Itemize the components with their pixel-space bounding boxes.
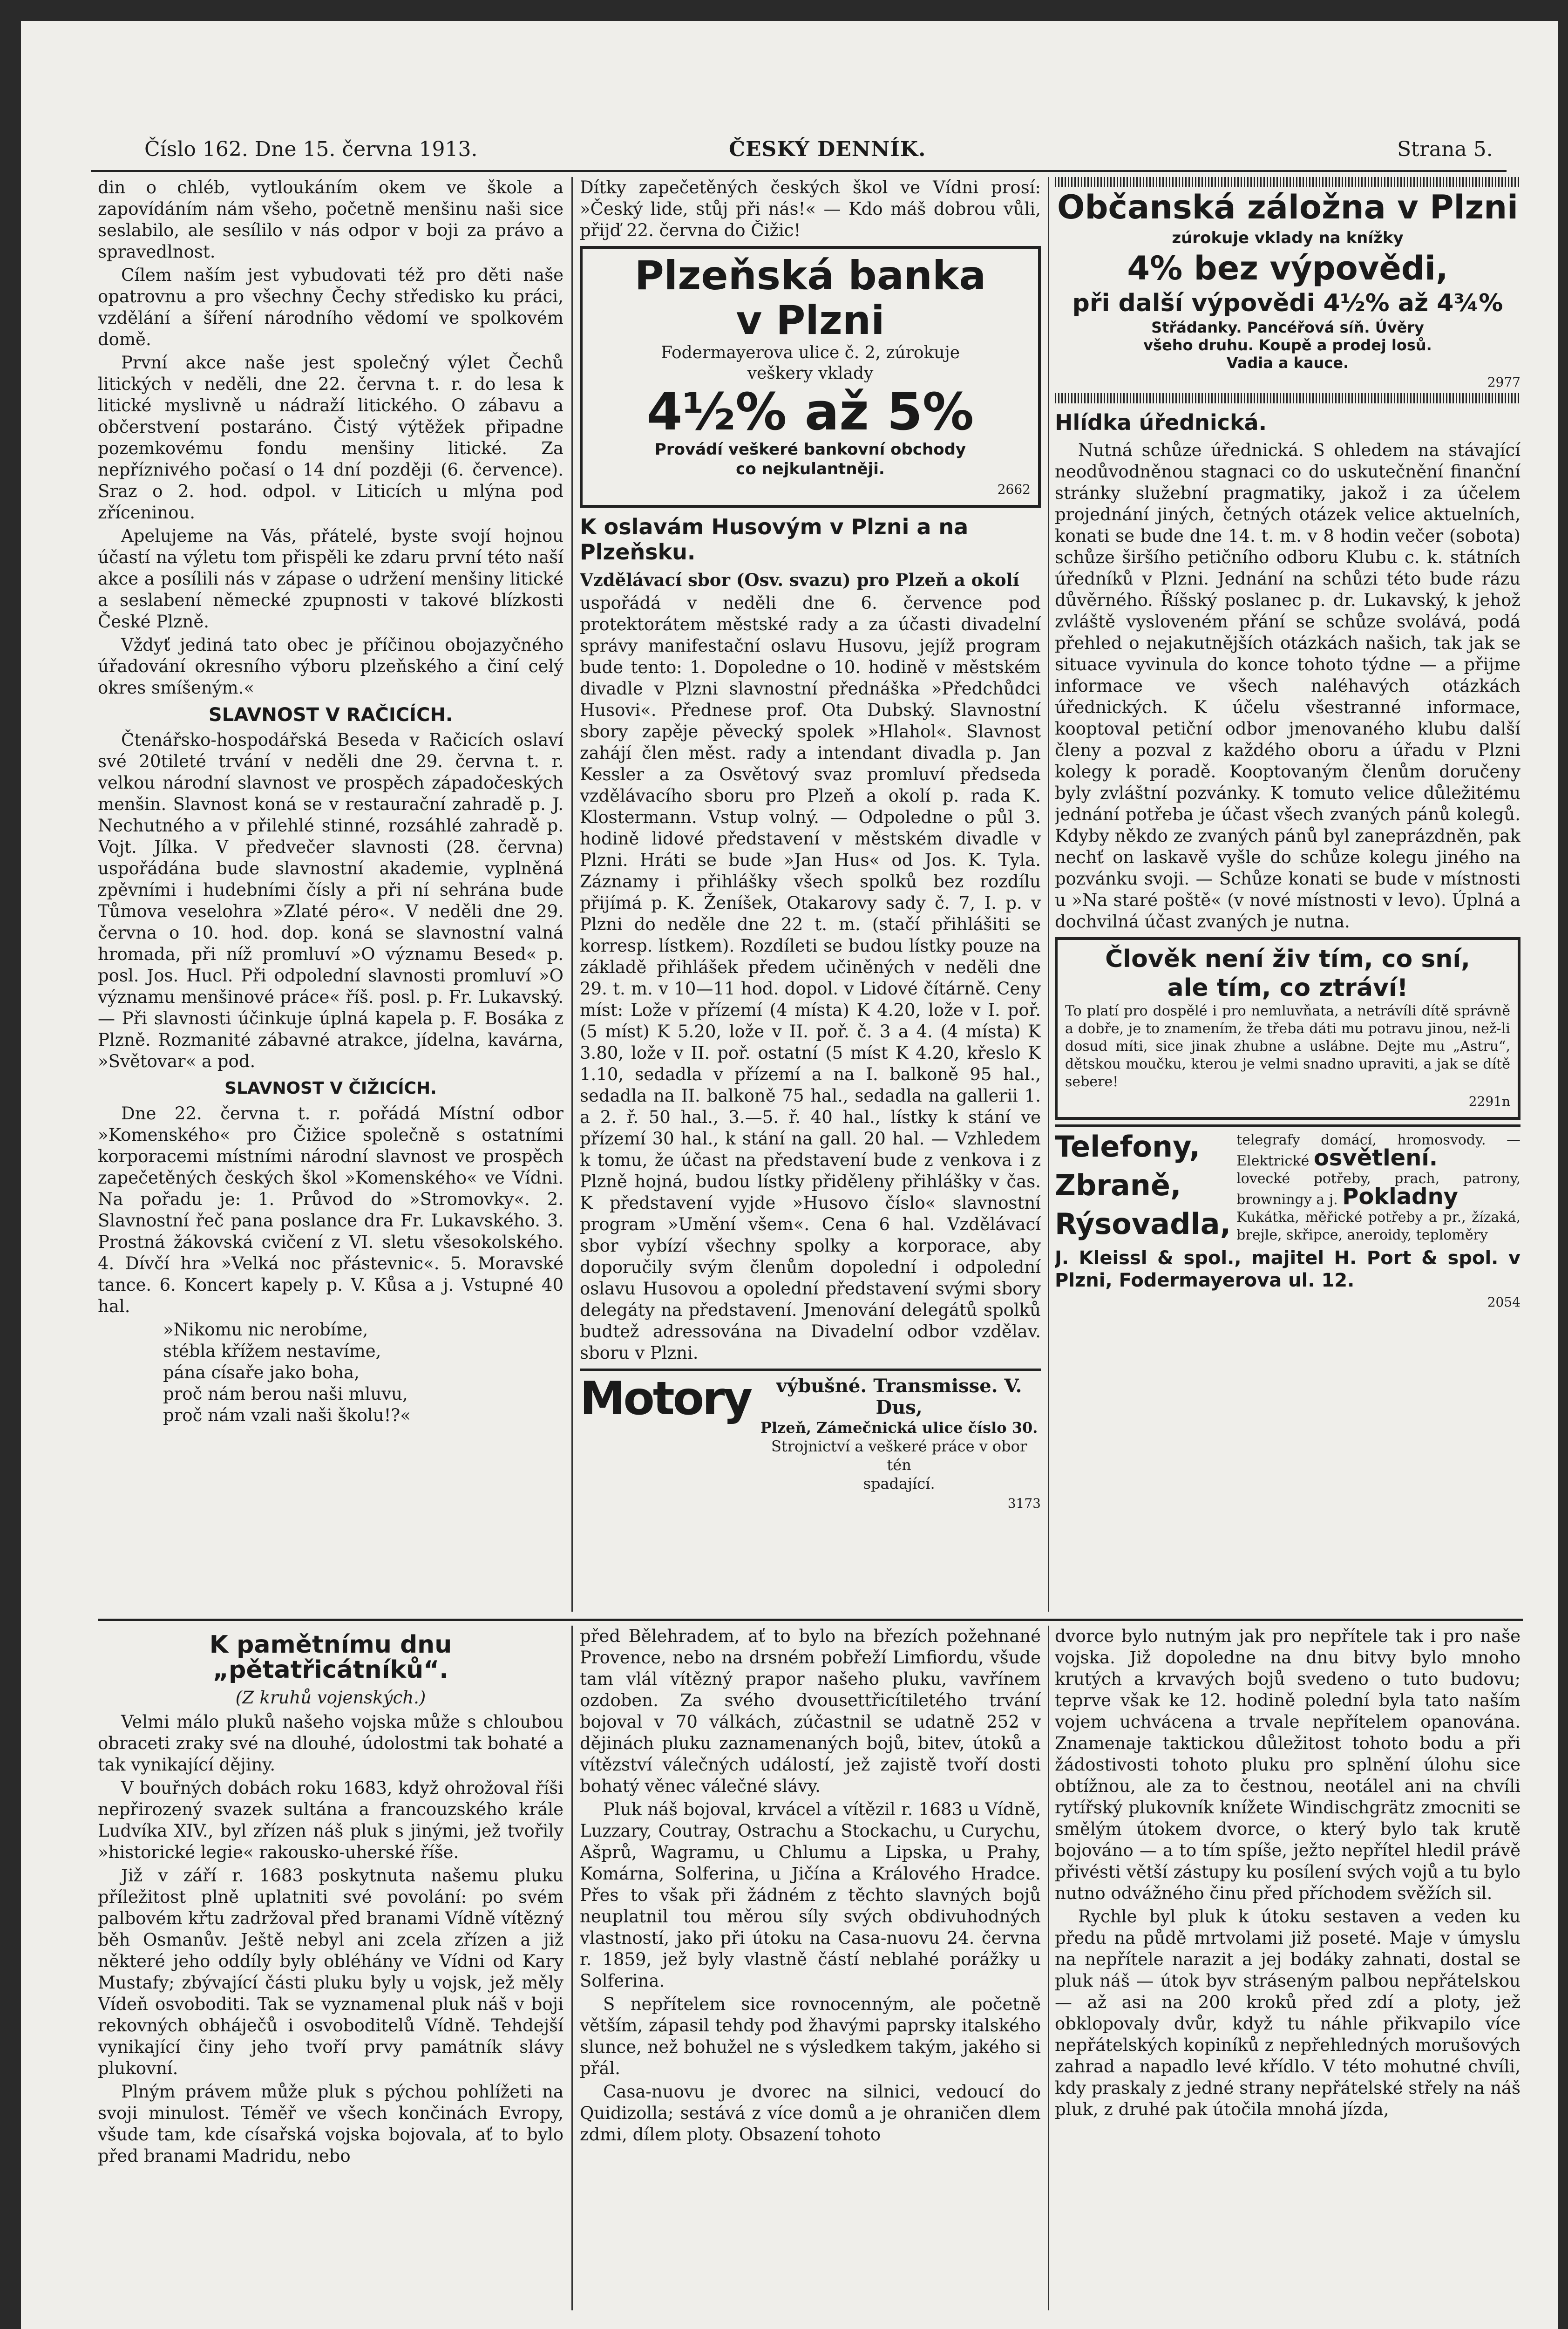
paragraph: uspořádá v neděli dne 6. července pod protektorátem městské rady a za účasti divadelní správy manifestační oslavu Husovu, jejíž program bude tento: 1. Dopoledne o 10. hodině v městském divadle v Plzni slavnostní přednáška »Předchůdci Husovi«. Přednese prof. Ota Dubský. Slavnostní sbory zapěje pěvecký spolek »Hlahol«. Slavnost zahájí člen měst. rady a intendant divadla p. Jan Kessler a za Osvětový svaz promluví předseda vzdělávacího sboru pro Plzeň a okolí p. rada K. Klostermann. Vstup volný. — Odpoledne o půl 3. hodině lidové představení v městském divadle v Plzni. Hráti se bude »Jan Hus« od Jos. K. Tyla. Záznamy i přihlášky všech spolků bez rozdílu přijímá p. K. Ženíšek, Otakarovy sady č. 7, I. p. v Plzni do neděle dne 22 t. m. (stačí přihlášiti se korresp. lístkem). Rozdíleti se budou lístky pouze na základě přihlášek předem učiněných v neděli dne 29. t. m. v 10—11 hod. dopol. v Lidové čítárně. Ceny míst: Lože v přízemí (4 místa) K 4.20, lože v I. poř. (5 míst) K 5.20, lože v II. poř. č. 3 a 4. (4 místa) K 3.80, lože v II. poř. ostatní (5 míst K 4.20, křeslo K 1.10, sedadla v přízemí a na I. balkoně 95 hal., sedadla na II. balkoně 75 hal., sedadla na gallerii 1. a 2. ř. 50 hal., 3.—5. ř. 40 hal., lístky k stání ve přízemí 30 hal., k stání na gall. 20 hal. — Vzhledem k tomu, že účast na představení bude z venkova i z Plzně hojná, budou lístky přiděleny přihlášky v čas. K představení vyjde »Husovo číslo« slavnostní program »Umění všem«. Cena 6 hal. Vzdělávací sbor vybízí všechny spolky a korporace, aby doporučily svým členům dopolední i odpolední oslavu Husovou a opolední představení svými sbory delegáty na představení. Jmenování delegátů spolků budtež adressována na Divadelní odbor vzdělav. sboru v Plzni. (580, 593, 1041, 1363)
article-subtitle: (Z kruhů vojenských.) (235, 1688, 426, 1708)
ad-number: 2054 (1487, 1294, 1520, 1310)
masthead-title: ČESKÝ DENNÍK. (729, 137, 926, 161)
ad-number: 2662 (997, 482, 1031, 497)
divider (1055, 1124, 1520, 1127)
zalozna-services: Střádanky. Pancéřová síň. Úvěry (1151, 319, 1424, 336)
page-number: Strana 5. (1397, 137, 1493, 161)
motory-line: Strojnictví a veškeré práce v obor tén (771, 1437, 1027, 1474)
issue-number-date: Číslo 162. Dne 15. června 1913. (144, 137, 478, 161)
zalozna-services: Vadia a kauce. (1226, 354, 1349, 372)
ad-number: 2291n (1468, 1094, 1510, 1109)
paragraph-lead: Vzdělávací sbor (Osv. svazu) pro Plzeň a okolí (580, 570, 1019, 590)
zalozna-name: Občanská záložna v Plzni (1057, 188, 1519, 226)
paragraph: Dítky zapečetěných českých škol ve Vídni prosí: »Český lide, stůj při nás!« — Kdo máš dobrou vůli, přijď 22. června do Čižic! (580, 177, 1041, 240)
zalozna-line: zúrokuje vklady na knížky (1172, 229, 1404, 247)
section-heading-racice: SLAVNOST V RAČICÍCH. (208, 704, 453, 726)
advert-astra (1055, 937, 1520, 1120)
paragraph: Vždyť jediná tato obec je příčinou obojazyčného úřadování okresního výboru plzeňského a činí celý okres smíšeným.« (98, 635, 563, 698)
paragraph: Pluk náš bojoval, krvácel a vítězil r. 1683 u Vídně, Luzzary, Coutray, Ostrachu a Stockachu, u Curychu, Ašprů, Wagramu, u Chlumu a Lipska, u Prahy, Komárna, Solferina, u Jičína a Králového Hradce. Přes to však při žádném z těchto slavných bojů neuplatnil tou měrou síly svých obdivuhodných vlastností, jako při útoku na Casa-nuovu 24. června r. 1859, jež byly vlastně částí neblahé porážky u Solferina. (580, 1799, 1041, 1991)
bank-deposits: veškery vklady (747, 364, 874, 383)
paragraph: Plným právem může pluk s pýchou pohlížeti na svoji minulost. Téměř ve všech končinách Evropy, všude tam, kde císařská vojska bojovala, ať to bylo před branami Madridu, nebo (98, 2082, 563, 2166)
kleissl-word: Zbraně, (1055, 1168, 1181, 1202)
poem-line: proč nám berou naši mluvu, (163, 1384, 408, 1404)
divider (580, 1369, 1041, 1371)
kleissl-small: Kukátka, měřické potřeby a pr., žízaká, brejle, skřipce, aneroidy, teploměry (1236, 1209, 1520, 1243)
paragraph: dvorce bylo nutným jak pro nepřítele tak i pro naše vojska. Již dopoledne na dnu bitvy bylo mnoho krutých a krvavých bojů svedeno o tuto budovu; teprve však ke 12. hodině polední byla tato naším vojem uchvácena a trvale nepřítelem opanována. Znamenaje taktickou důležitost tohoto bodu a při žádostivosti tohoto pluku pro splnění úlohu sice obtížnou, ale za to čestnou, neotálel ani na chvíli rytířský plukovník knížete Windischgrätz zmocniti se smělým útokem dvorce, o který bylo tak krutě bojováno — a to tím spíše, ježto nepřítel hledil právě přivésti větší zástupy ku posílení svých vojů a tu bylo nutno odvážného činu před příchodem svěžích sil. (1055, 1626, 1520, 1903)
poem-line: pána císaře jako boha, (163, 1362, 360, 1382)
paragraph: Nutná schůze úřednická. S ohledem na stávající neodůvodněnou stagnaci co do uskutečnění finanční stránky služební pragmatiky, jakož i za účelem projednání jiných, četných otázek velice aktuelních, konati se bude dne 14. t. m. v 8 hodin večer (sobota) schůze širšího petičního odboru Klubu c. k. státních úředníků v Plzni. Jednání na schůzi této bude rázu důvěrného. Říšský poslanec p. dr. Lukavský, k jehož zvláště vysloveném přání se schůze svolává, podá přehled o nejakutnějších otázkách našich, tak jak se situace vyvinula do konce tohoto týdne — a přijme informace ve všech naléhavých otázkách úřednických. K účelu všestranné informace, kooptoval petiční odbor jmenovaného klubu další členy a pozval z každého oboru a úřadu v Plzni kolegy k poradě. Kooptovaným členům doručeny byly zvláštní pozvánky. K tomuto velice důležitému jednání potřeba je účast všech zvaných pánů kolegů. Kdyby někdo ze zvaných pánů byl zaneprázdněn, pak nechť on laskavě vyšle do schůze kolegu jiného na pozvánku svoji. — Schůze konati se bude v místnosti u »Na staré poště« (v nové místnosti v levo). Úplná a dochvilná účast zvaných je nutna. (1055, 440, 1520, 932)
paragraph: Velmi málo pluků našeho vojska může s chloubou obraceti zraky své na dlouhé, údolostmi tak bohaté a tak vynikající dějiny. (98, 1712, 563, 1775)
poem-line: »Nikomu nic nerobíme, (163, 1320, 368, 1340)
kleissl-footer: J. Kleissl & spol., majitel H. Port & spol. v Plzni, Fodermayerova ul. 12. (1055, 1247, 1520, 1291)
bank-rate: 4½% až 5% (646, 382, 974, 442)
section-heading-hus: K oslavám Husovým v Plzni a na Plzeňsku. (580, 514, 969, 565)
article-column-2 (580, 1626, 1041, 2315)
bank-operations: Provádí veškeré bankovní obchody (654, 440, 966, 459)
motory-line: spadající. (863, 1475, 935, 1492)
paragraph: Již v září r. 1683 poskytnuta našemu pluku příležitost plně uplatniti své povolání: po svém palbovém křtu zadržoval před branami Vídně vítězný běh Osmanův. Ještě nebyl ani zcela zřízen a již některé jeho oddíly byly obléhány ve Vídni od Kary Mustafy; zbývající části pluku byly u vojsk, jež měly Vídeň osvoboditi. Tak se vyznamenal pluk náš v boji rekovných obháječů i osvoboditelů Vídně. Tehdejší vynikající činy jeho tvoří prvy památník slávy plukovní. (98, 1866, 563, 2078)
newspaper-page (21, 21, 1558, 2329)
header-rule (91, 170, 1507, 172)
motory-line: Plzeň, Zámečnická ulice číslo 30. (760, 1419, 1038, 1437)
ad-number: 3173 (1007, 1496, 1041, 1511)
column-3 (1055, 177, 1520, 1612)
advert-kleissl (1055, 1131, 1520, 1313)
article-title: K pamětnímu dnu „pětatřicátníků“. (209, 1631, 452, 1684)
paragraph: První akce naše jest společný výlet Čechů litických v neděli, dne 22. června t. r. do lesa k litické myslivně u nádraží litického. O zábavu a občerstvení postaráno. Čistý výtěžek připadne pozemkovému fondu menšiny litické. Za nepříznivého počasí o 14 dní později (6. července). Sraz o 2. hod. odpol. v Liticích u mlýna pod zříceninou. (98, 353, 563, 523)
column-divider (1048, 1626, 1049, 2310)
column-2 (580, 177, 1041, 1612)
astra-headline: Člověk není živ tím, co sní, (1105, 945, 1470, 973)
bank-city: v Plzni (736, 297, 885, 344)
motory-line: výbušné. Transmisse. V. Dus, (776, 1375, 1022, 1418)
paragraph: V bouřných dobách roku 1683, když ohrožoval říši nepřirozený svazek sultána a francouzského krále Ludvíka XIV., byl zřízen náš pluk s jinými, jež tvořily »historické legie« rakousko-uherské říše. (98, 1778, 563, 1862)
section-heading-cizice: SLAVNOST V ČIŽICÍCH. (224, 1079, 437, 1098)
astra-text: To platí pro dospělé i pro nemluvňata, a netrávíli dítě správně a dobře, je to znamením, že třeba dáti mu potravu jinou, než-li dosud míti, sice jinak zhubne a uslábne. Dejte mu „Astru“, dětskou moučku, kterou je velmi snadno upraviti, a jak se dítě sebere! (1065, 1003, 1510, 1090)
kleissl-word: Rýsovadla, (1055, 1207, 1231, 1241)
paragraph: před Bělehradem, ať to bylo na březích požehnané Provence, nebo na drsném pobřeží Limfiordu, všude tam vlál vítězný prapor našeho pluku, vavřínem ozdoben. Za svého dvousettřicítiletého trvání bojoval v 70 válkách, zúčastnil se udatně 252 v dějinách pluku zaznamenaných bojů, bitev, útoků a vítězství válečných událostí, jež zajistě tvoří dosti bohatý věnec válečné slávy. (580, 1626, 1041, 1796)
section-heading-hlidka: Hlídka úřednická. (1055, 410, 1267, 435)
kleissl-word: Pokladny (1342, 1184, 1458, 1210)
column-divider (1048, 177, 1049, 1612)
ad-border (1055, 177, 1520, 187)
paragraph: Casa-nuovu je dvorec na silnici, vedoucí do Quidizolla; sestává z více domů a je ohraničen dlem zdmi, dílem ploty. Obsazení tohoto (580, 2082, 1041, 2145)
article-column-3 (1055, 1626, 1520, 2315)
paragraph: Dne 22. června t. r. pořádá Místní odbor »Komenského« pro Čižice společně s ostatními korporacemi místními národní slavnost ve prospěch zapečetěných českých škol »Komenského« ve Vídni. Na pořadu je: 1. Průvod do »Stromovky«. 2. Slavnostní řeč pana poslance dra Fr. Lukavského. 3. Prostná žákovská cvičení z VI. sletu všesokolského. 4. Dívčí hra »Velká noc přástevnic«. 5. Moravské tance. 6. Koncert kapely p. V. Kůsa a j. Vstupné 40 hal. (98, 1103, 563, 1316)
paragraph: S nepřítelem sice rovnocenným, ale početně větším, zápasil tehdy pod žhavými paprsky italského slunce, než bohužel ne s výsledkem takým, jakého si přál. (580, 1994, 1041, 2078)
article-rule (98, 1619, 1523, 1621)
paragraph: Cílem naším jest vybudovati též pro děti naše opatrovnu a pro všechny Čechy středisko ku práci, vzdělání a šíření národního vědomí ve spolkovém domě. (98, 265, 563, 349)
paragraph: Rychle byl pluk k útoku sestaven a veden ku předu na půdě mrtvolami již poseté. Maje v úmyslu na nepřítele narazit a jej bodáky zahnati, dostal se pluk náš — útok byv stráseným palbou nepřátelskou — až asi na 200 kroků před zdí a ploty, jež obklopovaly dvůr, když tu náhle přikvapilo více nepřátelských kopiníků z nepřehledných morušových zahrad a napadlo levé křídlo. V této mohutné chvíli, kdy praskaly z jedné strany nepřátelské střely na náš pluk, z druhé pak útočila mnohá jízda, (1055, 1907, 1520, 2119)
kleissl-word: Telefony, (1055, 1130, 1201, 1164)
kleissl-small: lovecké potřeby, prach, patrony, browningy a j. (1236, 1171, 1520, 1208)
bank-operations-2: co nejkulantněji. (736, 460, 885, 478)
article-column-1 (98, 1626, 563, 2315)
bank-address: Fodermayerova ulice č. 2, zúrokuje (660, 343, 960, 362)
motory-word: Motory (580, 1372, 751, 1425)
zalozna-rate-2: při další výpovědi 4½% až 4¾% (1072, 289, 1503, 317)
kleissl-word: osvětlení. (1313, 1145, 1438, 1171)
poem-line: stébla křížem nestavíme, (163, 1341, 381, 1361)
ad-border (1055, 393, 1520, 403)
paragraph: Čtenářsko-hospodářská Beseda v Račicích oslaví své 20tileté trvání v neděli dne 29. června t. r. velkou národní slavnost ve prospěch západočeských menšin. Slavnost koná se v restaurační zahradě p. J. Nechutného a v přilehlé stinné, rozsáhlé zahradě p. Vojt. Jílka. V předvečer slavnosti (28. června) uspořádána bude slavnostní akademie, vyplněná zpěvními i hudebními čísly a při ní sehrána bude Tůmova veselohra »Zlaté péro«. V neděli dne 29. června o 10. hod. dop. koná se slavnostní valná hromada, při níž promluví »O významu Besed« p. posl. Jos. Hucl. Při odpolední slavnosti promluví »O významu menšinové práce« říš. posl. p. Fr. Lukavský. — Při slavnosti účinkuje úplná kapela p. F. Bosáka z Plzně. Rozmanité zábavné atrakce, jídelna, kavárna, »Světovar« a pod. (98, 730, 563, 1071)
astra-headline-2: ale tím, co ztráví! (1167, 974, 1408, 1002)
zalozna-rate: 4% bez výpovědi, (1127, 249, 1448, 287)
poem-line: proč nám vzali naši školu!?« (163, 1405, 411, 1425)
kleissl-grid (1055, 1131, 1520, 1244)
poem (163, 1319, 563, 1426)
ad-number: 2977 (1487, 375, 1520, 390)
zalozna-services: všeho druhu. Koupě a prodej losů. (1143, 336, 1432, 354)
paragraph: din o chléb, vytloukáním okem ve škole a zapovídáním nám všeho, početně menšinu naši sice seslabilo, ale sesílilo v nás odpor v boji za právo a spravedlnost. (98, 177, 563, 262)
advert-motory (580, 1372, 1041, 1514)
motory-text (757, 1376, 1041, 1514)
bank-name: Plzeňská banka (634, 252, 986, 299)
advert-plzenska-banka (580, 246, 1041, 508)
column-divider (571, 1626, 573, 2310)
column-1 (98, 177, 563, 1612)
column-divider (571, 177, 573, 1612)
advert-obcanska-zalozna (1055, 177, 1520, 403)
kleissl-desc (1236, 1170, 1520, 1209)
paragraph: Apelujeme na Vás, přátelé, byste svojí hojnou účastí na výletu tom přispěli ke zdaru první této naší akce a posílili nás v zápase o udržení menšiny litické a seslabení německé zpupnosti v takové blízkosti České Plzně. (98, 526, 563, 632)
kleissl-desc (1236, 1131, 1520, 1170)
kleissl-small: telegrafy domácí, hromosvody. — Elektrické (1236, 1132, 1520, 1169)
